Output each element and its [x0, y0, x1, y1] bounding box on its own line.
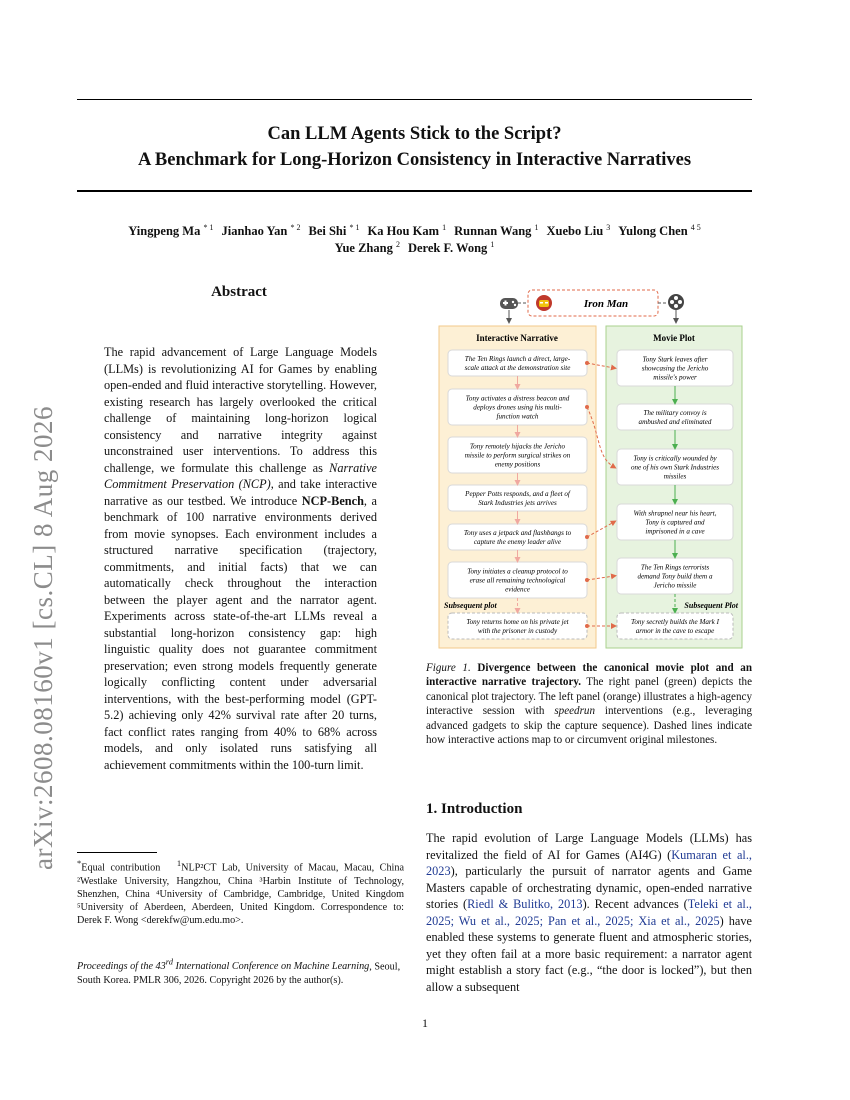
node-text: function watch — [496, 412, 539, 421]
author-name: Derek F. Wong $^1$ — [407, 240, 495, 256]
narrative-node — [448, 350, 587, 376]
arxiv-identifier: arXiv:2608.08160v1 [cs.CL] 8 Aug 2026 — [28, 406, 58, 870]
node-text: Tony remotely hijacks the Jericho — [469, 442, 566, 451]
introduction-heading: 1. Introduction — [426, 801, 523, 817]
node-text: scale attack at the demonstration site — [464, 364, 571, 372]
author-name: Yue Zhang $^2$ — [334, 240, 400, 256]
node-text: The Ten Rings launch a direct, large- — [464, 355, 571, 363]
plot-node — [617, 558, 733, 594]
node-text: erase all remaining technological — [469, 576, 566, 585]
node-text: Tony initiates a cleanup protocol to — [467, 567, 568, 576]
node-text: deploys drones using his multi- — [473, 403, 562, 412]
node-text: Tony secretly builds the Mark I — [631, 618, 719, 626]
author-name: Runnan Wang $^1$ — [454, 223, 539, 239]
gamepad-icon — [500, 298, 518, 309]
node-text: capture the enemy leader alive — [473, 538, 562, 546]
left-subsequent-label: Subsequent plot — [444, 601, 497, 610]
node-text: Stark Industries jets arrives — [478, 499, 557, 507]
node-text: With shrapnel near his heart, — [633, 509, 717, 518]
author-list-line2 — [77, 236, 752, 257]
node-text: one of his own Stark Industries — [630, 463, 720, 472]
node-text: ambushed and eliminated — [638, 418, 712, 426]
iron-man-icon — [536, 295, 552, 311]
film-reel-icon — [668, 294, 684, 310]
figure-caption: Figure 1. Divergence between the canonical movie plot and an interactive narrative trajectory. The right panel (green) depicts the canonical plot trajectory. The left panel (orange) illustrates a high-agency interactive session with speedrun interventions (e.g., leveraging advanced gadgets to skip the capture sequence). Dashed lines indicate how interactive actions map to or circumvent original milestones. — [426, 662, 753, 747]
plot-node — [617, 350, 733, 386]
node-text: Tony activates a distress beacon and — [465, 394, 570, 403]
mapping-dot — [585, 405, 589, 409]
left-panel-header: Interactive Narrative — [476, 333, 558, 343]
node-text: Tony is captured and — [645, 518, 705, 527]
plot-node — [617, 613, 733, 639]
affiliation-footnote: *Equal contribution $^1$NLP²CT Lab, University of Macau, Macau, China ²Westlake University, Hangzhou, China ³Harbin Institute of Technology, Shenzhen, China ⁴University of Cambridge, Cambridge, United Kingdom ⁵University of Aberdeen, Aberdeen, United Kingdom. Correspondence to: Derek F. Wong <derekfw@um.edu.mo>. — [77, 858, 404, 927]
author-name: Yingpeng Ma $^{* 1}$ — [128, 223, 214, 239]
narrative-node — [448, 389, 587, 425]
paper-title-line1: Can LLM Agents Stick to the Script? — [267, 124, 562, 144]
node-text: imprisoned in a cave — [645, 527, 705, 536]
node-text: Tony uses a jetpack and flashbangs to — [463, 529, 572, 537]
node-text: showcasing the Jericho — [641, 364, 709, 373]
author-name: Xuebo Liu $^3$ — [546, 223, 611, 239]
node-text: Tony returns home on his private jet — [466, 618, 569, 626]
abstract-heading: Abstract — [211, 284, 267, 300]
footnote-rule — [77, 852, 157, 853]
figure-1 — [436, 286, 754, 650]
author-name: Ka Hou Kam $^1$ — [367, 223, 447, 239]
narrative-node — [448, 437, 587, 473]
figure-top-label: Iron Man — [583, 298, 629, 310]
citation-link[interactable]: Kumaran et al., 2023 — [426, 847, 752, 878]
node-text: Tony Stark leaves after — [642, 355, 708, 364]
right-panel-header: Movie Plot — [653, 333, 695, 343]
author-name: Yulong Chen $^{4 5}$ — [618, 223, 701, 239]
narrative-node — [448, 485, 587, 511]
node-text: evidence — [505, 585, 530, 594]
plot-node — [617, 404, 733, 430]
page-number: 1 — [422, 1016, 428, 1030]
title-rule-bottom — [77, 190, 752, 192]
citation-link[interactable]: Riedl & Bulitko, 2013 — [467, 897, 583, 911]
right-subsequent-label: Subsequent Plot — [684, 601, 738, 610]
narrative-node — [448, 613, 587, 639]
node-text: armor in the cave to escape — [635, 627, 715, 635]
title-rule-top — [77, 99, 752, 100]
node-text: Pepper Potts responds, and a fleet of — [465, 490, 570, 498]
narrative-node — [448, 562, 587, 598]
benchmark-name: NCP-Bench — [301, 493, 364, 508]
citation-link[interactable]: Teleki et al., 2025; Wu et al., 2025; Pan et al., 2025; Xia et al., 2025 — [426, 897, 752, 928]
author-name: Jianhao Yan $^{* 2}$ — [221, 223, 301, 239]
node-text: The Ten Rings terrorists — [640, 563, 710, 572]
plot-node — [617, 449, 733, 485]
node-text: missile to perform surgical strikes on — [464, 451, 571, 460]
node-text: enemy positions — [494, 460, 541, 469]
plot-node — [617, 504, 733, 540]
node-text: missile's power — [653, 373, 697, 382]
node-text: demand Tony build them a — [637, 572, 713, 581]
node-text: Jericho missile — [653, 581, 697, 590]
ncp-term: Narrative Commitment Preservation (NCP) — [104, 460, 377, 491]
abstract-body: The rapid advancement of Large Language Models (LLMs) is revolutionizing AI for Games by enabling open-ended and fluid interactive storytelling. However, existing research has largely overlooked the critical challenge of maintaining long-horizon logical consistency and narrative integrity against unconstrained user interventions. To address this challenge, we formulate this challenge as Narrative Commitment Preservation (NCP), and take interactive narrative as our testbed. We introduce NCP-Bench, a benchmark of 100 narrative environments derived from movie synopses. Each environment includes a structured narrative specification (trajectory, commitments, and initial facts) that we can automatically check throughout the interaction between the player agent and the narrator agent. Experiments across state-of-the-art LLMs reveal a substantial long-horizon consistency gap: high linguistic quality does not guarantee commitment preservation; even strong models frequently generate logically conflicting content under adversarial interventions, with the best-performing model (GPT-5.2) achieving only 42% survival rate after 20 turns, fact conflict rates ranging from 40% to 68% across models, and only isolated runs satisfying all achievement commitments within the 100-turn limit. — [104, 345, 377, 772]
introduction-body: The rapid evolution of Large Language Models (LLMs) has revitalized the field of AI for Games (AI4G) (Kumaran et al., 2023), particularly the pursuit of narrator agents and Game Masters capable of orchestrating dynamic, open-ended narrative stories (Riedl & Bulitko, 2013). Recent advances (Teleki et al., 2025; Wu et al., 2025; Pan et al., 2025; Xia et al., 2025) have enabled these systems to generate fluent and atmospheric stories, yet they often fail at a more basic requirement: a narrator agent might establish a story fact (e.g., “the door is locked”), but then allow a subsequent — [426, 831, 752, 994]
paper-title-line2: A Benchmark for Long-Horizon Consistency in Interactive Narratives — [137, 150, 692, 170]
node-text: The military convoy is — [643, 409, 707, 417]
narrative-node — [448, 524, 587, 550]
node-text: missiles — [663, 472, 687, 481]
node-text: with the prisoner in custody — [477, 627, 558, 635]
node-text: Tony is critically wounded by — [633, 454, 717, 463]
author-name: Bei Shi $^{* 1}$ — [308, 223, 360, 239]
proceedings-note: Proceedings of the 43rd International Conference on Machine Learning, Seoul, South Korea. PMLR 306, 2026. Copyright 2026 by the author(s). — [77, 957, 401, 986]
